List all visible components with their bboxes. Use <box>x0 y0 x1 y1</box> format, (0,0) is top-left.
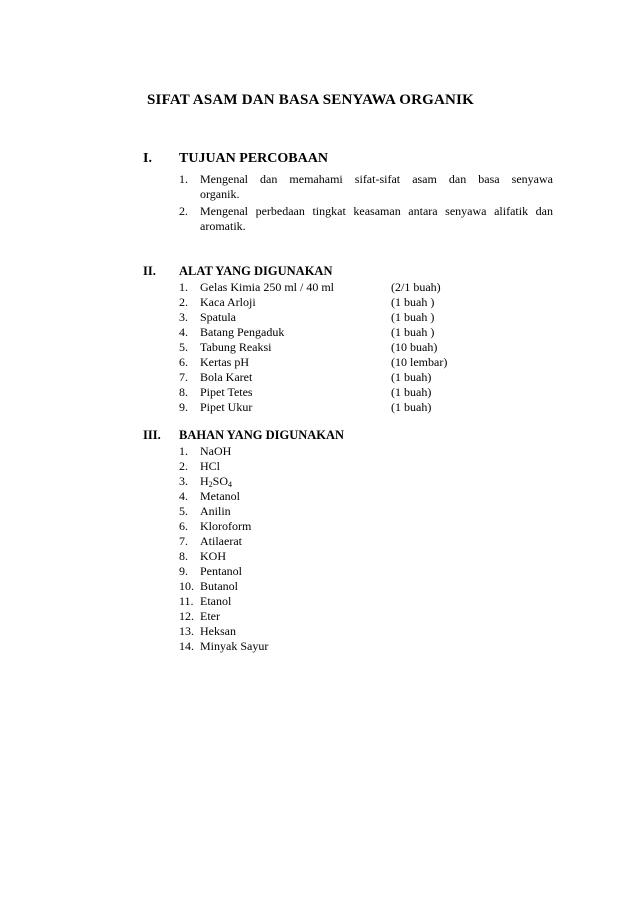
item-name: Kaca Arloji <box>200 295 256 309</box>
item-number: 8. <box>179 549 188 563</box>
item-number: 5. <box>179 504 188 518</box>
item-number: 4. <box>179 325 188 339</box>
item-number: 11. <box>179 594 194 608</box>
item-name: Atilaerat <box>200 534 242 548</box>
item-name: Kloroform <box>200 519 252 533</box>
item-number: 10. <box>179 579 194 593</box>
section-number: I. <box>143 151 152 166</box>
item-name: Metanol <box>200 489 240 503</box>
item-name: Kertas pH <box>200 355 249 369</box>
section-number: II. <box>143 264 156 278</box>
item-number: 2. <box>179 204 188 218</box>
item-quantity: (1 buah ) <box>391 325 435 339</box>
item-name: Butanol <box>200 579 238 593</box>
item-text-line1: Mengenal dan memahami sifat-sifat asam dan basa senyawa <box>200 172 553 186</box>
item-name: Pipet Tetes <box>200 385 253 399</box>
item-number: 2. <box>179 295 188 309</box>
item-name: Spatula <box>200 310 236 324</box>
item-text-line1: Mengenal perbedaan tingkat keasaman antara senyawa alifatik dan <box>200 204 553 218</box>
section-heading: ALAT YANG DIGUNAKAN <box>179 264 333 278</box>
document-title: SIFAT ASAM DAN BASA SENYAWA ORGANIK <box>147 92 474 108</box>
item-quantity: (1 buah) <box>391 385 432 399</box>
item-name: HCl <box>200 459 221 473</box>
item-number: 2. <box>179 459 188 473</box>
item-name: KOH <box>200 549 226 563</box>
list-item <box>179 172 553 202</box>
item-quantity: (1 buah ) <box>391 310 435 324</box>
item-quantity: (1 buah) <box>391 370 432 384</box>
item-number: 3. <box>179 310 188 324</box>
item-name: NaOH <box>200 444 232 458</box>
section-number: III. <box>143 428 161 442</box>
item-name: Tabung Reaksi <box>200 340 272 354</box>
item-number: 6. <box>179 519 188 533</box>
item-quantity: (1 buah ) <box>391 295 435 309</box>
item-quantity: (2/1 buah) <box>391 280 441 294</box>
item-name: Etanol <box>200 594 232 608</box>
item-name: Batang Pengaduk <box>200 325 285 339</box>
item-number: 13. <box>179 624 194 638</box>
item-number: 3. <box>179 474 188 488</box>
item-name: Minyak Sayur <box>200 639 269 653</box>
item-number: 4. <box>179 489 188 503</box>
item-quantity: (10 buah) <box>391 340 438 354</box>
item-quantity: (10 lembar) <box>391 355 448 369</box>
item-name: Pipet Ukur <box>200 400 253 414</box>
list-item <box>179 204 553 234</box>
item-number: 5. <box>179 340 188 354</box>
item-number: 1. <box>179 280 188 294</box>
item-number: 9. <box>179 400 188 414</box>
item-number: 8. <box>179 385 188 399</box>
item-name: Anilin <box>200 504 231 518</box>
item-number: 9. <box>179 564 188 578</box>
section-heading: TUJUAN PERCOBAAN <box>179 151 328 166</box>
item-text-line2: aromatik. <box>200 219 246 233</box>
item-name: Eter <box>200 609 220 623</box>
item-name: Pentanol <box>200 564 242 578</box>
item-name: Bola Karet <box>200 370 253 384</box>
item-number: 12. <box>179 609 194 623</box>
item-number: 14. <box>179 639 194 653</box>
item-text-line2: organik. <box>200 187 240 201</box>
item-quantity: (1 buah) <box>391 400 432 414</box>
item-number: 1. <box>179 172 188 186</box>
item-name: $H_2SO_4$ <box>200 474 233 489</box>
item-number: 7. <box>179 370 188 384</box>
item-number: 6. <box>179 355 188 369</box>
item-number: 7. <box>179 534 188 548</box>
section-heading: BAHAN YANG DIGUNAKAN <box>179 428 345 442</box>
item-name: Gelas Kimia 250 ml / 40 ml <box>200 280 334 294</box>
aims-list <box>179 172 553 236</box>
item-number: 1. <box>179 444 188 458</box>
item-name: Heksan <box>200 624 236 638</box>
